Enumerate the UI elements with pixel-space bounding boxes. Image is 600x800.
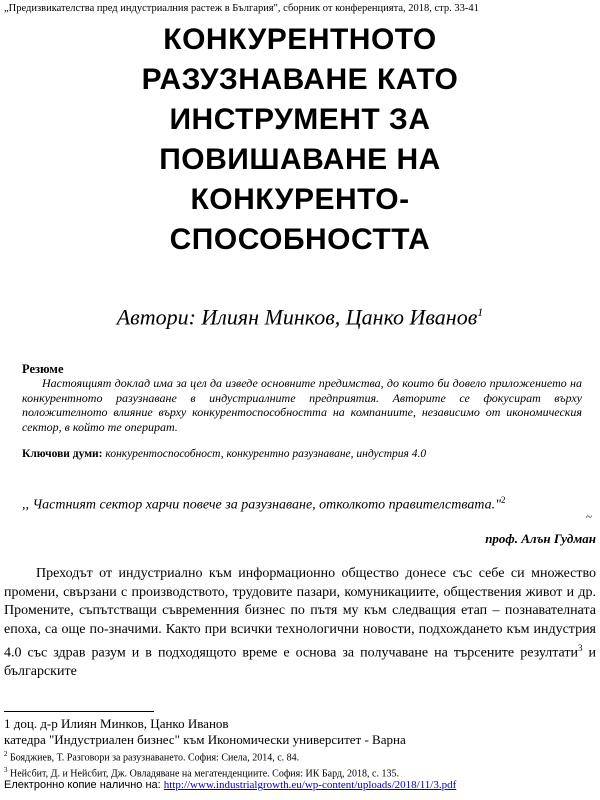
footnote-3-mark: 3	[4, 766, 8, 775]
quote-tilde: ~	[586, 511, 592, 523]
online-copy-note	[4, 778, 596, 792]
keywords-text: конкурентоспособност, конкурентно разузнаване, индустрия 4.0	[102, 448, 427, 460]
authors-footnote-mark: 1	[477, 305, 484, 319]
online-copy-label: Електронно копие налично на:	[4, 779, 164, 791]
quote-text: ,, Частният сектор харчи повече за разузнаване, отколкото правителствата."	[22, 497, 501, 513]
footnote-1-affiliation: катедра "Индустриален бизнес" към Икономически университет - Варна	[4, 732, 406, 747]
authors-line	[30, 298, 570, 331]
title-line: ИНСТРУМЕНТ ЗА	[169, 103, 431, 136]
abstract-heading: Резюме	[22, 362, 64, 376]
body-paragraph	[4, 565, 596, 682]
online-copy-link[interactable]: http://www.industrialgrowth.eu/wp-content/uploads/2018/11/3.pdf	[163, 779, 457, 791]
body-footnote-mark: 3	[577, 643, 583, 653]
title-line: КОНКУРЕНТО-	[190, 183, 410, 216]
footnote-1: 1 доц. д-р Илиян Минков, Цанко Иванов	[4, 716, 229, 731]
abstract-text: Настоящият доклад има за цел да изведе основните предимства, до които би довело приложението на конкурентното разузнаване в индустриалните предприятия. Авторите се фокусират върху положителното влияние върху конкурентоспособността на компаниите, независимо от икономическия сектор, в който те оперират.	[22, 376, 582, 434]
keywords-label: Ключови думи:	[22, 448, 103, 460]
footnote-3-text: Нейсбит, Д. и Нейсбит, Дж. Овладяване на мегатенденциите. София: ИК Бард, 2018, с. 135.	[7, 768, 399, 780]
title-line: КОНКУРЕНТНОТО	[163, 23, 437, 56]
title-line: РАЗУЗНАВАНЕ КАТО	[141, 63, 459, 96]
quote-author: проф. Алън Гудман	[485, 531, 596, 546]
footnote-2	[4, 748, 596, 764]
footnotes	[4, 716, 596, 781]
title-line: ПОВИШАВАНЕ НА	[159, 143, 441, 176]
body-paragraph-text: Преходът от индустриално към информационно общество донесе със себе си множество промени, свързани с производството, трудовите пазари, комуникациите, обществения живот и др. Промените, съпътстващи съвременния бизнес по пътя му към следващия етап – познавателната епоха, са още по-значими. Както при всички технологични новости, подхождането към индустрия 4.0 със здрав разум и в подходящото време е основа за получаване на търсените резултати	[4, 566, 596, 661]
authors-text: Автори: Илиян Минков, Цанко Иванов	[116, 304, 478, 330]
conference-citation: „Предизвикателства пред индустриалния растеж в България", сборник от конференцията, 2018, стр. 33-41	[4, 3, 479, 14]
title-line: СПОСОБНОСТТА	[169, 223, 431, 256]
epigraph-quote	[22, 491, 596, 515]
paper-title	[40, 20, 560, 260]
footnote-2-text: Бояджиев, Т. Разговори за разузнаването. София: Сиела, 2014, с. 84.	[7, 752, 300, 764]
body-paragraph-tail: и българските	[4, 645, 597, 680]
footnote-divider	[4, 711, 154, 712]
footnote-2-mark: 2	[4, 750, 8, 758]
keywords	[22, 447, 582, 461]
quote-footnote-mark: 2	[500, 495, 506, 505]
